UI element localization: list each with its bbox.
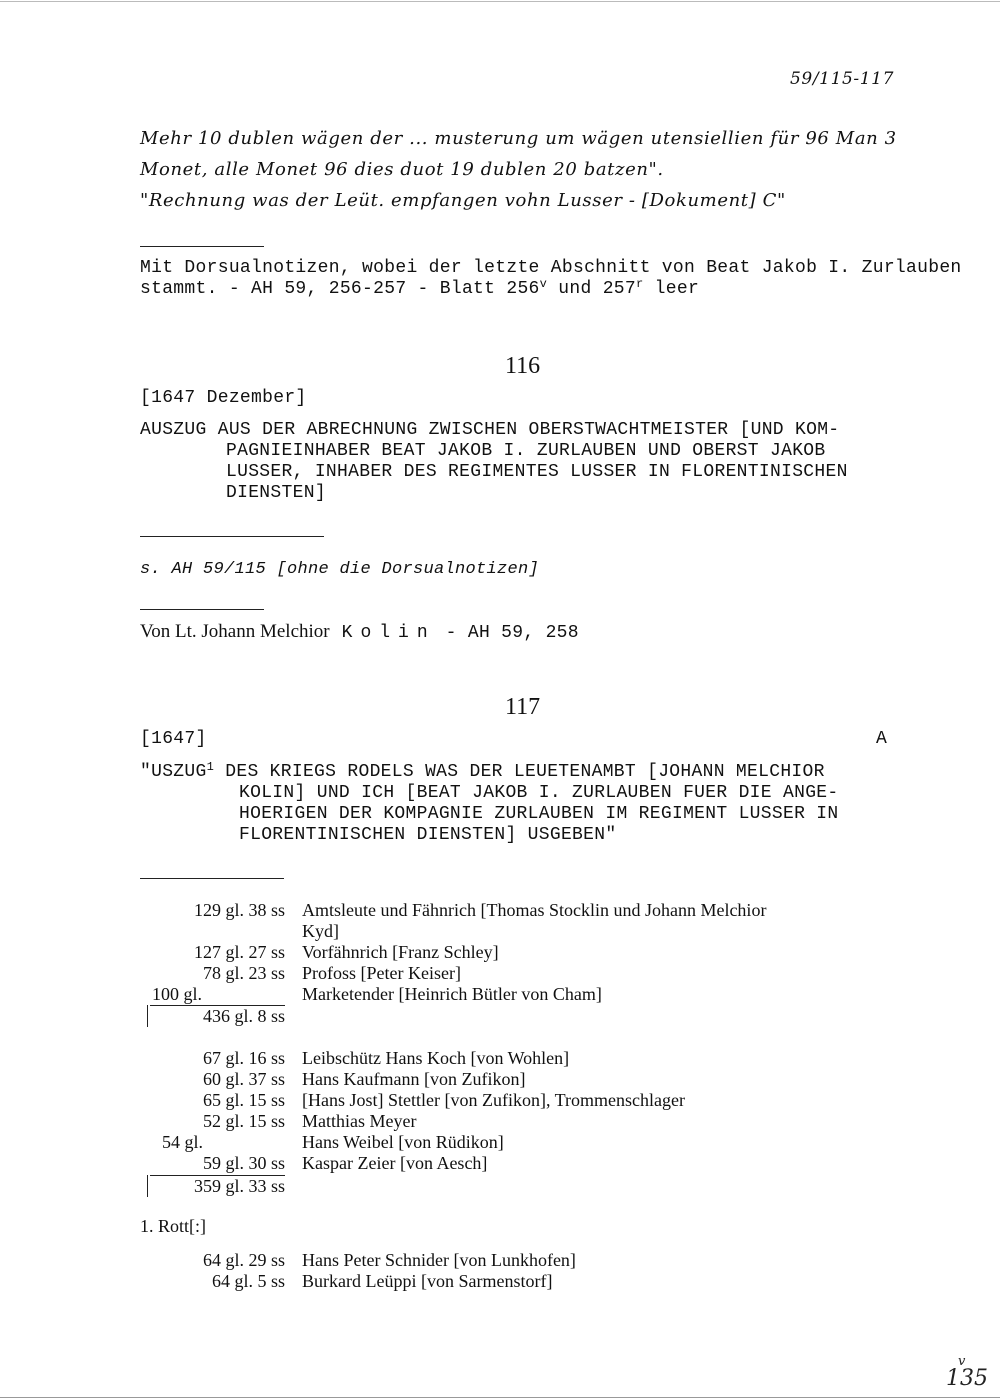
separator-rule [140,246,264,247]
footnote-superscript: 1 [206,760,215,774]
ledger-name: Leibschütz Hans Koch [von Wohlen] [302,1048,570,1068]
ledger-name: Marketender [Heinrich Bütler von Cham] [302,984,602,1004]
document-117-date: [1647] [140,729,207,749]
document-116-title-line-4: DIENSTEN] [226,483,326,503]
ledger-row [140,900,285,921]
ledger-name-continuation: Kyd] [302,921,339,941]
ledger-name: Hans Peter Schnider [von Lunkhofen] [302,1250,576,1270]
ledger-name: Hans Kaufmann [von Zufikon] [302,1069,526,1089]
ledger-amount: 67 gl. 16 ss [202,1048,285,1068]
ledger-amount: 129 gl. 38 ss [193,900,285,920]
source-note-name: Kolin [341,623,436,643]
dorsal-note-text-b: und 257 [547,279,637,299]
document-116-title-line-1: AUSZUG AUS DER ABRECHNUNG ZWISCHEN OBERSTWACHTMEISTER [UND KOM- [140,420,840,440]
document-116-source-note [140,621,579,643]
ledger-amount: 54 gl. [162,1132,204,1152]
dorsal-note-line-2 [140,279,699,299]
ledger-amount: 60 gl. 37 ss [202,1069,285,1089]
separator-rule [140,878,284,879]
document-117-title-line-4: FLORENTINISCHEN DIENSTEN] USGEBEN" [239,825,617,845]
page-reference: 59/115-117 [790,69,894,89]
document-116-reference: s. AH 59/115 [ohne die Dorsualnotizen] [140,560,540,579]
ledger-name: Profoss [Peter Keiser] [302,963,461,983]
source-note-prefix: Von Lt. Johann Melchior [140,621,330,642]
separator-rule [140,609,264,610]
document-117-title-line-2: KOLIN] UND ICH [BEAT JAKOB I. ZURLAUBEN FUER DIE ANGE- [239,783,839,803]
document-number-117: 117 [505,694,541,720]
ledger-name: Amtsleute und Fähnrich [Thomas Stocklin und Johann Melchior [302,900,767,920]
ledger-name: Vorfähnrich [Franz Schley] [302,942,499,962]
source-note-suffix: - AH 59, 258 [445,623,579,643]
bottom-edge [0,1397,1000,1398]
ledger-name: Hans Weibel [von Rüdikon] [302,1132,504,1152]
ledger-amount: 52 gl. 15 ss [202,1111,285,1131]
recto-superscript: r [636,277,644,291]
document-116-title-line-3: LUSSER, INHABER DES REGIMENTES LUSSER IN FLORENTINISCHEN [226,462,848,482]
transcription-line-2: Monet, alle Monet 96 dies duot 19 dublen 20 batzen". [140,159,664,180]
ledger-amount: 64 gl. 29 ss [202,1250,285,1270]
ledger-total: 359 gl. 33 ss [193,1176,285,1196]
dorsal-note-line-1: Mit Dorsualnotizen, wobei der letzte Abschnitt von Beat Jakob I. Zurlauben [140,258,962,278]
folio-verso-mark: v [958,1354,966,1369]
folio-number-mark: 135 [946,1366,988,1391]
document-number-116: 116 [505,353,541,379]
sum-bracket [147,1005,148,1027]
dorsal-note-text-a: stammt. - AH 59, 256-257 - Blatt 256 [140,279,540,299]
dorsal-note-text-c: leer [643,279,700,299]
title-line-1-rest: DES KRIEGS RODELS WAS DER LEUETENAMBT [JOHANN MELCHIOR [214,762,825,782]
verso-superscript: v [539,277,548,291]
ledger-amount: 78 gl. 23 ss [202,963,285,983]
ledger-name: Matthias Meyer [302,1111,417,1131]
transcription-line-3: "Rechnung was der Leüt. empfangen vohn Lusser - [Dokument] C" [140,190,786,211]
document-117-title-line-1 [140,762,825,782]
ledger-amount: 127 gl. 27 ss [193,942,285,962]
ledger-amount: 64 gl. 5 ss [211,1271,285,1291]
ledger-amount: 59 gl. 30 ss [202,1153,285,1173]
ledger-total: 436 gl. 8 ss [202,1006,285,1026]
document-116-date: [1647 Dezember] [140,388,307,408]
document-117-marker: A [876,729,888,749]
rott-label: 1. Rott[:] [140,1216,206,1236]
ledger-amount: 65 gl. 15 ss [202,1090,285,1110]
separator-rule [140,536,324,537]
ledger-name: [Hans Jost] Stettler [von Zufikon], Trommenschlager [302,1090,685,1110]
document-117-title-line-3: HOERIGEN DER KOMPAGNIE ZURLAUBEN IM REGIMENT LUSSER IN [239,804,839,824]
ledger-amount: 100 gl. [152,984,203,1004]
top-edge [0,1,1000,2]
ledger-name: Burkard Leüppi [von Sarmenstorf] [302,1271,553,1291]
document-116-title-line-2: PAGNIEINHABER BEAT JAKOB I. ZURLAUBEN UND OBERST JAKOB [226,441,826,461]
transcription-line-1: Mehr 10 dublen wägen der ... musterung um wägen utensiellien für 96 Man 3 [140,128,897,149]
ledger-name: Kaspar Zeier [von Aesch] [302,1153,488,1173]
title-opening: "USZUG [140,762,207,782]
